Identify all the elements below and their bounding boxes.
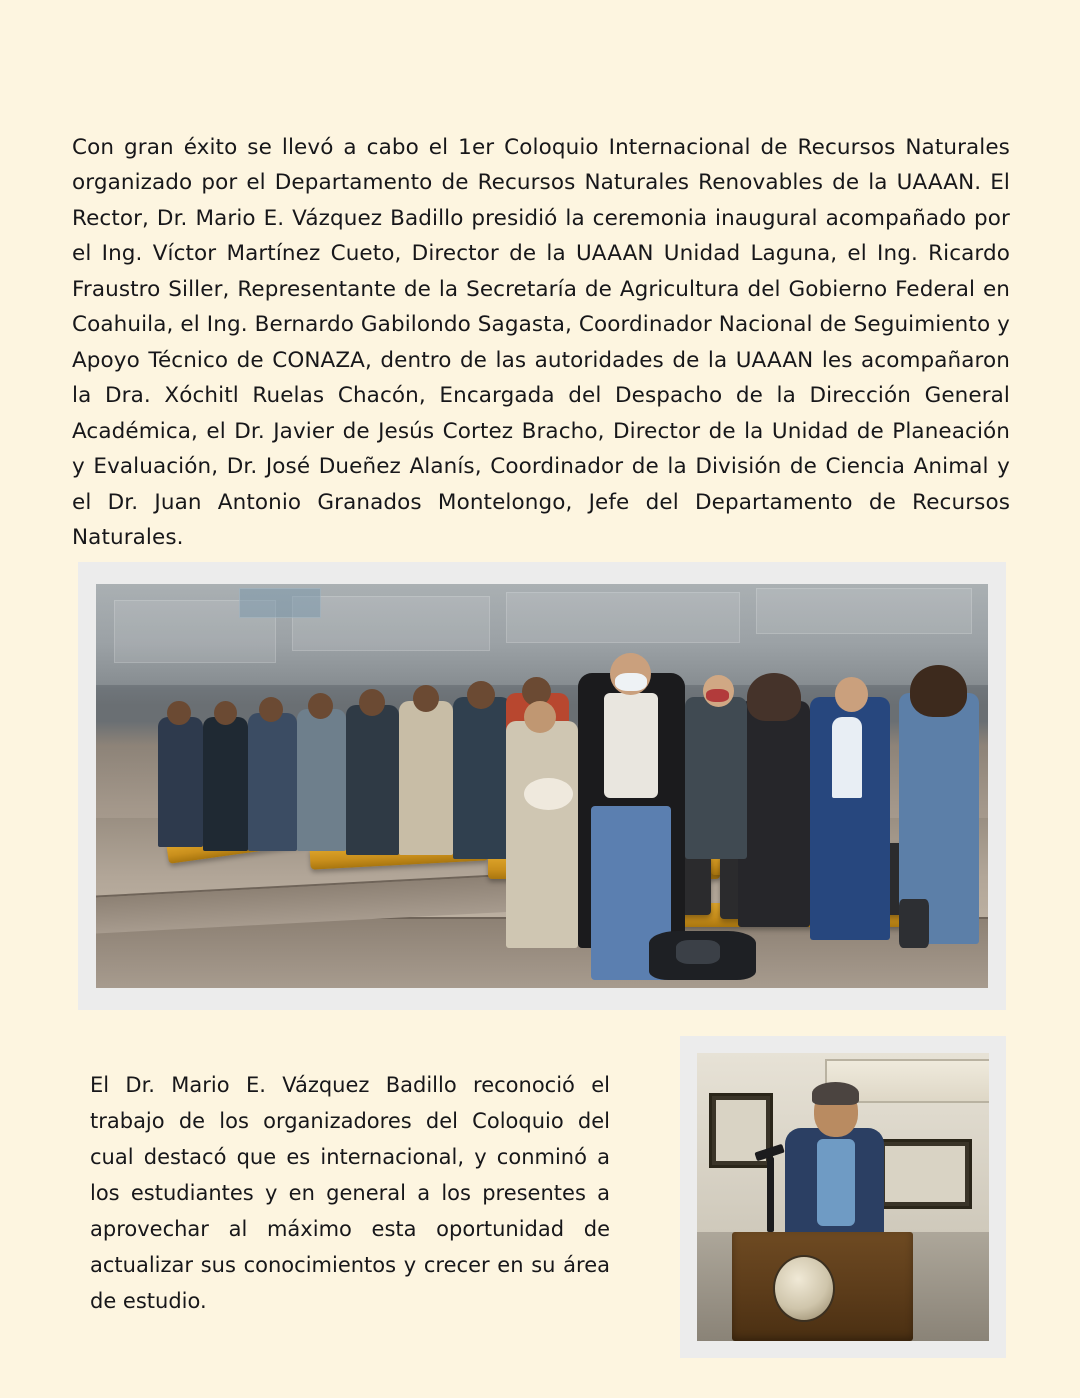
main-photo-frame — [78, 562, 1006, 1010]
speaker-at-podium-photo — [697, 1053, 989, 1341]
second-photo-frame — [680, 1036, 1006, 1358]
lead-paragraph: Con gran éxito se llevó a cabo el 1er Coloquio Internacional de Recursos Naturales organizado por el Departamento de Recursos Naturales Renovables de la UAAAN. El Rector, Dr. Mario E. Vázquez Badillo presidió la ceremonia inaugural acompañado por el Ing. Víctor Martínez Cueto, Director de la UAAAN Unidad Laguna, el Ing. Ricardo Fraustro Siller, Representante de la Secretaría de Agricultura del Gobierno Federal en Coahuila, el Ing. Bernardo Gabilondo Sagasta, Coordinador Nacional de Seguimiento y Apoyo Técnico de CONAZA, dentro de las autoridades de la UAAAN les acompañaron la Dra. Xóchitl Ruelas Chacón, Encargada del Despacho de la Dirección General Académica, el Dr. Javier de Jesús Cortez Bracho, Director de la Unidad de Planeación y Evaluación, Dr. José Dueñez Alanís, Coordinador de la División de Ciencia Animal y el Dr. Juan Antonio Granados Montelongo, Jefe del Departamento de Recursos Naturales. — [72, 134, 1010, 550]
auditorium-audience-photo — [96, 584, 988, 988]
second-paragraph: El Dr. Mario E. Vázquez Badillo reconoció el trabajo de los organizadores del Coloquio del cual destacó que es internacional, y conminó a los estudiantes y en general a los presentes a aprovechar al máximo esta oportunidad de actualizar sus conocimientos y crecer en su área de estudio. — [90, 1073, 610, 1313]
